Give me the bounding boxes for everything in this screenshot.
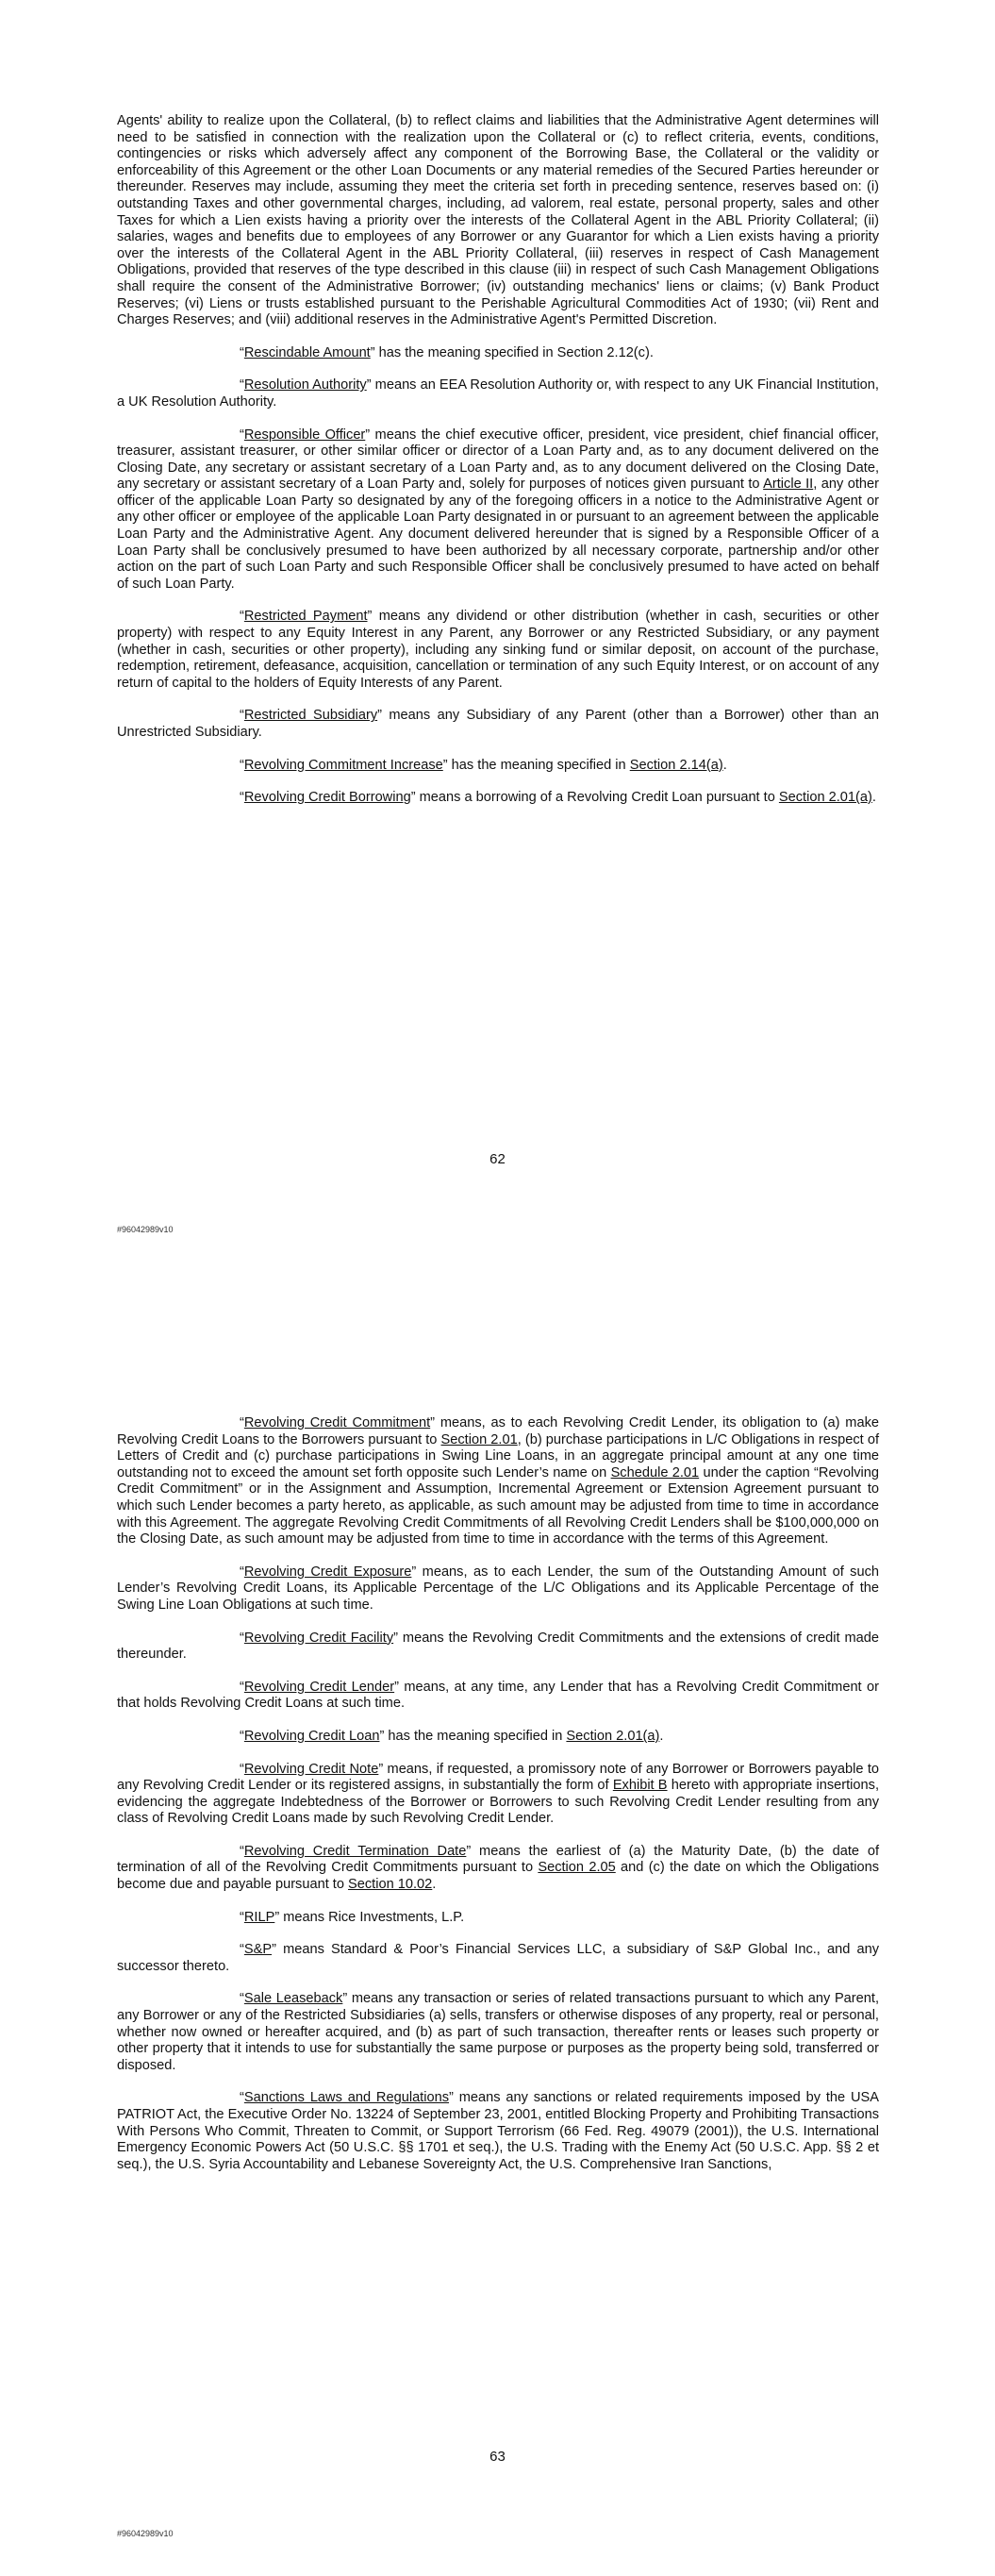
definition-revolving-credit-termination-date: “Revolving Credit Termination Date” means the earliest of (a) the Maturity Date, (b) the date of termination of all of the Revolving Credit Commitments pursuant to Section 2.05 and (c) the date on which the Obligations become due and payable pursuant to Section 10.02. xyxy=(117,1843,880,1893)
defined-term: Revolving Credit Termination Date xyxy=(243,1843,467,1859)
cross-reference: Section 2.14(a) xyxy=(629,757,723,773)
definition-sanctions-laws: “Sanctions Laws and Regulations” means any sanctions or related requirements imposed by the USA PATRIOT Act, the Executive Order No. 13224 of September 23, 2001, entitled Blocking Property and Prohibiting Transactions With Persons Who Commit, Threaten to Commit, or Support Terrorism (66 Fed. Reg. 49079 (2001)), the U.S. International Emergency Economic Powers Act (50 U.S.C. §§ 1701 et seq.), the U.S. Trading with the Enemy Act (50 U.S.C. App. §§ 2 et seq.), the U.S. Syria Accountability and Lebanese Sovereignty Act, the U.S. Comprehensive Iran Sanctions, xyxy=(117,2090,879,2172)
definition-revolving-credit-loan: “Revolving Credit Loan” has the meaning specified in Section 2.01(a). xyxy=(240,1728,664,1744)
defined-term: Resolution Authority xyxy=(243,377,367,393)
definition-revolving-credit-borrowing: “Revolving Credit Borrowing” means a borrowing of a Revolving Credit Loan pursuant to Section 2.01(a). xyxy=(240,790,876,806)
cross-reference: Section 2.05 xyxy=(538,1860,616,1876)
definition-revolving-credit-exposure: “Revolving Credit Exposure” means, as to each Lender, the sum of the Outstanding Amount of such Lender’s Revolving Credit Loans, its Applicable Percentage of the L/C Obligations and its Applicable Percentage of the Swing Line Loan Obligations at such time. xyxy=(117,1564,879,1613)
defined-term: Rescindable Amount xyxy=(243,344,371,360)
defined-term: Restricted Payment xyxy=(243,609,368,625)
cross-reference: Article II xyxy=(763,477,814,493)
defined-term: Revolving Commitment Increase xyxy=(243,757,443,773)
page-number: 62 xyxy=(489,1151,506,1167)
document-footer-id: #96042989v10 xyxy=(117,2529,174,2538)
page-63-body xyxy=(117,1415,879,2189)
defined-term: Revolving Credit Exposure xyxy=(243,1564,412,1580)
defined-term: Revolving Credit Loan xyxy=(243,1728,380,1744)
defined-term: RILP xyxy=(243,1909,275,1925)
definition-revolving-commitment-increase: “Revolving Commitment Increase” has the meaning specified in Section 2.14(a). xyxy=(240,757,727,773)
definition-responsible-officer: “Responsible Officer” means the chief executive officer, president, vice president, chief financial officer, treasurer, assistant treasurer, or other similar officer or director of a Loan Party and, as to any document delivered on the Closing Date, any secretary or assistant secretary of a Loan Party and, as to any document delivered on the Closing Date, any secretary or assistant secretary of a Loan Party and, solely for purposes of notices given pursuant to Article II, any other officer of the applicable Loan Party so designated by any of the foregoing officers in a notice to the Administrative Agent or any other officer or employee of the applicable Loan Party designated in or pursuant to an agreement between the applicable Loan Party and the Administrative Agent. Any document delivered hereunder that is signed by a Responsible Officer of a Loan Party shall be conclusively presumed to have been authorized by all necessary corporate, partnership and/or other action on the part of such Loan Party and such Responsible Officer shall be conclusively presumed to have acted on behalf of such Loan Party. xyxy=(117,427,879,592)
defined-term: Revolving Credit Note xyxy=(243,1761,379,1777)
reserves-continuation-paragraph: Agents' ability to realize upon the Collateral, (b) to reflect claims and liabilities that the Administrative Agent determines will need to be satisfied in connection with the realization upon the Collateral or (c) to reflect criteria, events, conditions, contingencies or risks which adversely affect any component of the Borrowing Base, the Collateral or the validity or enforceability of this Agreement or the other Loan Documents or any material remedies of the Secured Parties hereunder or thereunder. Reserves may include, assuming they meet the criteria set forth in preceding sentence, reserves based on: (i) outstanding Taxes and other governmental charges, including, ad valorem, real estate, personal property, sales and other Taxes for which a Lien exists having a priority over the interests of the Collateral Agent in the ABL Priority Collateral; (ii) salaries, wages and benefits due to employees of any Borrower or any Guarantor for which a Lien exists having a priority over the interests of the Collateral Agent in the ABL Priority Collateral, (iii) reserves in respect of Cash Management Obligations, provided that reserves of the type described in this clause (iii) in respect of such Cash Management Obligations shall require the consent of the Administrative Borrower; (iv) outstanding mechanics' liens or claims; (v) Bank Product Reserves; (vi) Liens or trusts established pursuant to the Perishable Agricultural Commodities Act of 1930; (vii) Rent and Charges Reserves; and (viii) additional reserves in the Administrative Agent's Permitted Discretion. xyxy=(117,113,879,328)
definition-revolving-credit-lender: “Revolving Credit Lender” means, at any time, any Lender that has a Revolving Credit Commitment or that holds Revolving Credit Loans at such time. xyxy=(117,1679,879,1712)
document-footer-id: #96042989v10 xyxy=(117,1225,174,1234)
cross-reference: Section 10.02 xyxy=(348,1877,433,1893)
definition-revolving-credit-facility: “Revolving Credit Facility” means the Revolving Credit Commitments and the extensions of credit made thereunder. xyxy=(117,1630,879,1663)
cross-reference: Exhibit B xyxy=(612,1778,668,1794)
page-number: 63 xyxy=(489,2449,506,2465)
defined-term: Restricted Subsidiary xyxy=(243,708,378,724)
defined-term: Revolving Credit Borrowing xyxy=(243,790,411,806)
defined-term: Revolving Credit Lender xyxy=(243,1679,395,1695)
definition-revolving-credit-note: “Revolving Credit Note” means, if requested, a promissory note of any Borrower or Borrowers payable to any Revolving Credit Lender or its registered assigns, in substantially the form of Exhibit B hereto with appropriate insertions, evidencing the aggregate Indebtedness of the Borrower or Borrowers to such Revolving Credit Lender resulting from any class of Revolving Credit Loans made by such Revolving Credit Lender. xyxy=(117,1761,879,1827)
definition-revolving-credit-commitment: “Revolving Credit Commitment” means, as to each Revolving Credit Lender, its obligation to (a) make Revolving Credit Loans to the Borrowers pursuant to Section 2.01, (b) purchase participations in L/C Obligations in respect of Letters of Credit and (c) purchase participations in Swing Line Loans, in an aggregate principal amount at any one time outstanding not to exceed the amount set forth opposite such Lender’s name on Schedule 2.01 under the caption “Revolving Credit Commitment” or in the Assignment and Assumption, Incremental Agreement or Extension Agreement pursuant to which such Lender becomes a party hereto, as applicable, as such amount may be adjusted from time to time in accordance with this Agreement. The aggregate Revolving Credit Commitments of all Revolving Credit Lenders shall be $100,000,000 on the Closing Date, as such amount may be adjusted from time to time in accordance with the terms of this Agreement. xyxy=(117,1415,879,1547)
cross-reference: Section 2.01(a) xyxy=(778,790,872,806)
defined-term: Responsible Officer xyxy=(243,427,366,443)
definition-restricted-subsidiary: “Restricted Subsidiary” means any Subsidiary of any Parent (other than a Borrower) other than an Unrestricted Subsidiary. xyxy=(117,708,880,740)
defined-term: Sale Leaseback xyxy=(243,1991,343,2007)
definition-restricted-payment: “Restricted Payment” means any dividend or other distribution (whether in cash, securities or other property) with respect to any Equity Interest in any Parent, any Borrower or any Restricted Subsidiary, or any payment (whether in cash, securities or other property), including any sinking fund or similar deposit, on account of the purchase, redemption, retirement, defeasance, acquisition, cancellation or termination of any such Equity Interest, or on account of any return of capital to the holders of Equity Interests of any Parent. xyxy=(117,609,879,691)
page-62-body xyxy=(117,113,879,823)
defined-term: Sanctions Laws and Regulations xyxy=(243,2090,450,2106)
cross-reference: Schedule 2.01 xyxy=(610,1464,700,1480)
defined-term: Revolving Credit Commitment xyxy=(243,1415,431,1430)
defined-term: S&P xyxy=(243,1942,273,1958)
cross-reference: Section 2.01(a) xyxy=(566,1728,660,1744)
definition-sale-leaseback: “Sale Leaseback” means any transaction or series of related transactions pursuant to which any Parent, any Borrower or any of the Restricted Subsidiaries (a) sells, transfers or otherwise disposes of any property, real or personal, whether now owned or hereafter acquired, and (b) as part of such transaction, thereafter rents or leases such property or other property that it intends to use for substantially the same purpose or purposes as the property being sold, transferred or disposed. xyxy=(117,1991,879,2073)
definition-resolution-authority: “Resolution Authority” means an EEA Resolution Authority or, with respect to any UK Financial Institution, a UK Resolution Authority. xyxy=(117,377,879,410)
cross-reference: Section 2.01 xyxy=(440,1431,518,1447)
defined-term: Revolving Credit Facility xyxy=(243,1630,394,1646)
definition-s-and-p: “S&P” means Standard & Poor’s Financial Services LLC, a subsidiary of S&P Global Inc., and any successor thereto. xyxy=(117,1942,879,1974)
definition-rescindable-amount: “Rescindable Amount” has the meaning specified in Section 2.12(c). xyxy=(240,344,654,360)
definition-rilp: “RILP” means Rice Investments, L.P. xyxy=(240,1909,465,1925)
